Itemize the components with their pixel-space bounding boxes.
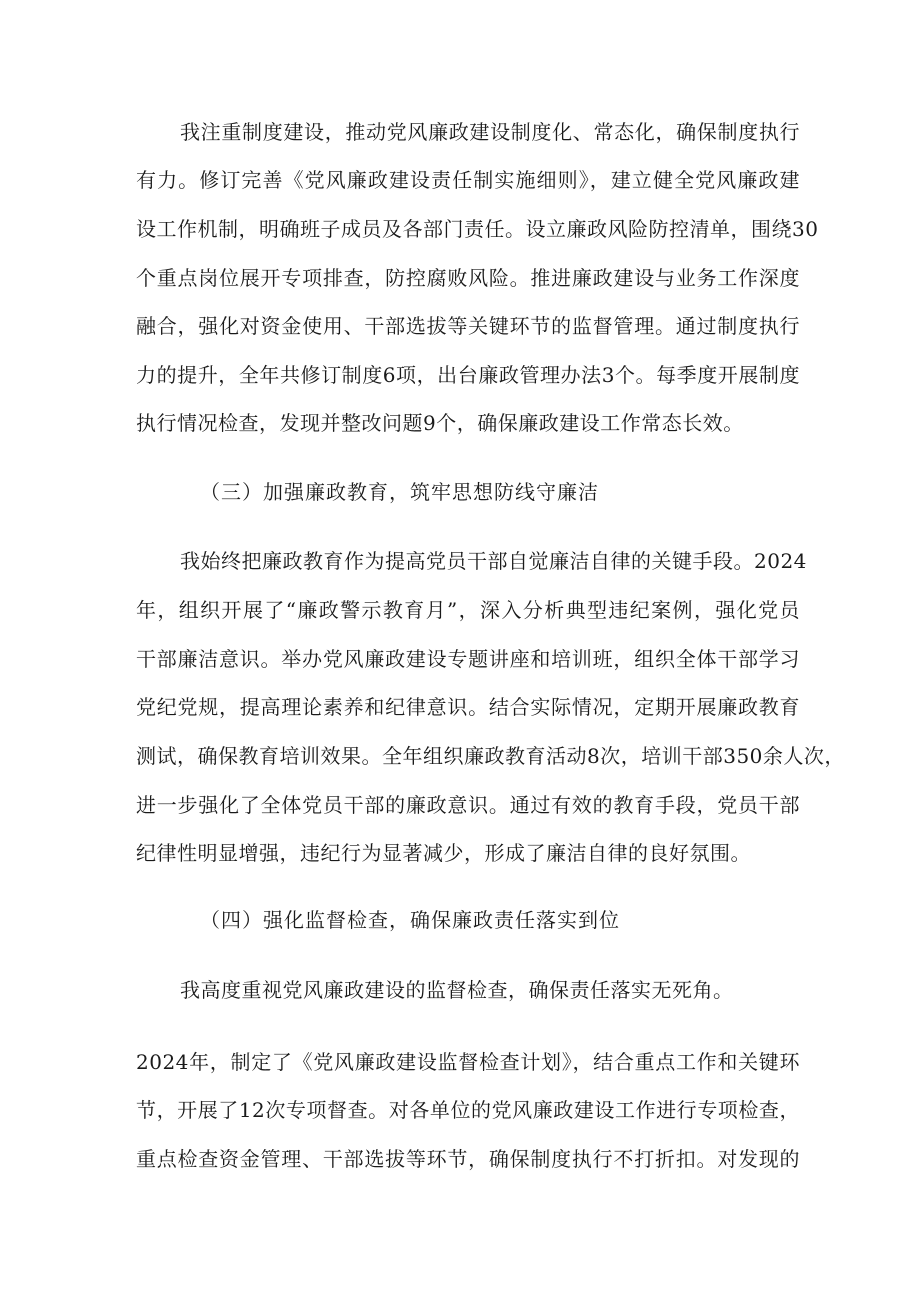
text-line: 我注重制度建设，推动党风廉政建设制度化、常态化，确保制度执行 [180, 120, 800, 144]
text-line: 力的提升，全年共修订制度6项，出台廉政管理办法3个。每季度开展制度 [136, 363, 800, 387]
text-line: 个重点岗位展开专项排查，防控腐败风险。推进廉政建设与业务工作深度 [136, 266, 800, 290]
text-line: 干部廉洁意识。举办党风廉政建设专题讲座和培训班，组织全体干部学习 [136, 647, 800, 671]
text-line: 年，组织开展了“廉政警示教育月”，深入分析典型违纪案例，强化党员 [136, 598, 800, 622]
text-line: 节，开展了12次专项督查。对各单位的党风廉政建设工作进行专项检查， [136, 1098, 800, 1122]
text-line: 2024年，制定了《党风廉政建设监督检查计划》，结合重点工作和关键环 [136, 1050, 800, 1074]
text-line: 重点检查资金管理、干部选拔等环节，确保制度执行不打折扣。对发现的 [136, 1147, 800, 1171]
text-line: 我高度重视党风廉政建设的监督检查，确保责任落实无死角。 [180, 978, 734, 1002]
text-line: 设工作机制，明确班子成员及各部门责任。设立廉政风险防控清单，围绕30 [136, 217, 819, 241]
section-heading-3: （三）加强廉政教育，筑牢思想防线守廉洁 [200, 480, 599, 504]
text-line: 测试，确保教育培训效果。全年组织廉政教育活动8次，培训干部350余人次， [136, 744, 845, 768]
section-heading-4: （四）强化监督检查，确保廉政责任落实到位 [200, 908, 620, 932]
text-line: 纪律性明显增强，违纪行为显著减少，形成了廉洁自律的良好氛围。 [136, 841, 751, 865]
text-line: 执行情况检查，发现并整改问题9个，确保廉政建设工作常态长效。 [136, 411, 744, 435]
text-line: 融合，强化对资金使用、干部选拔等关键环节的监督管理。通过制度执行 [136, 314, 800, 338]
text-line: 进一步强化了全体党员干部的廉政意识。通过有效的教育手段，党员干部 [136, 793, 800, 817]
text-line: 有力。修订完善《党风廉政建设责任制实施细则》，建立健全党风廉政建 [136, 168, 800, 192]
text-line: 党纪党规，提高理论素养和纪律意识。结合实际情况，定期开展廉政教育 [136, 695, 800, 719]
text-line: 我始终把廉政教育作为提高党员干部自觉廉洁自律的关键手段。2024 [180, 549, 807, 573]
